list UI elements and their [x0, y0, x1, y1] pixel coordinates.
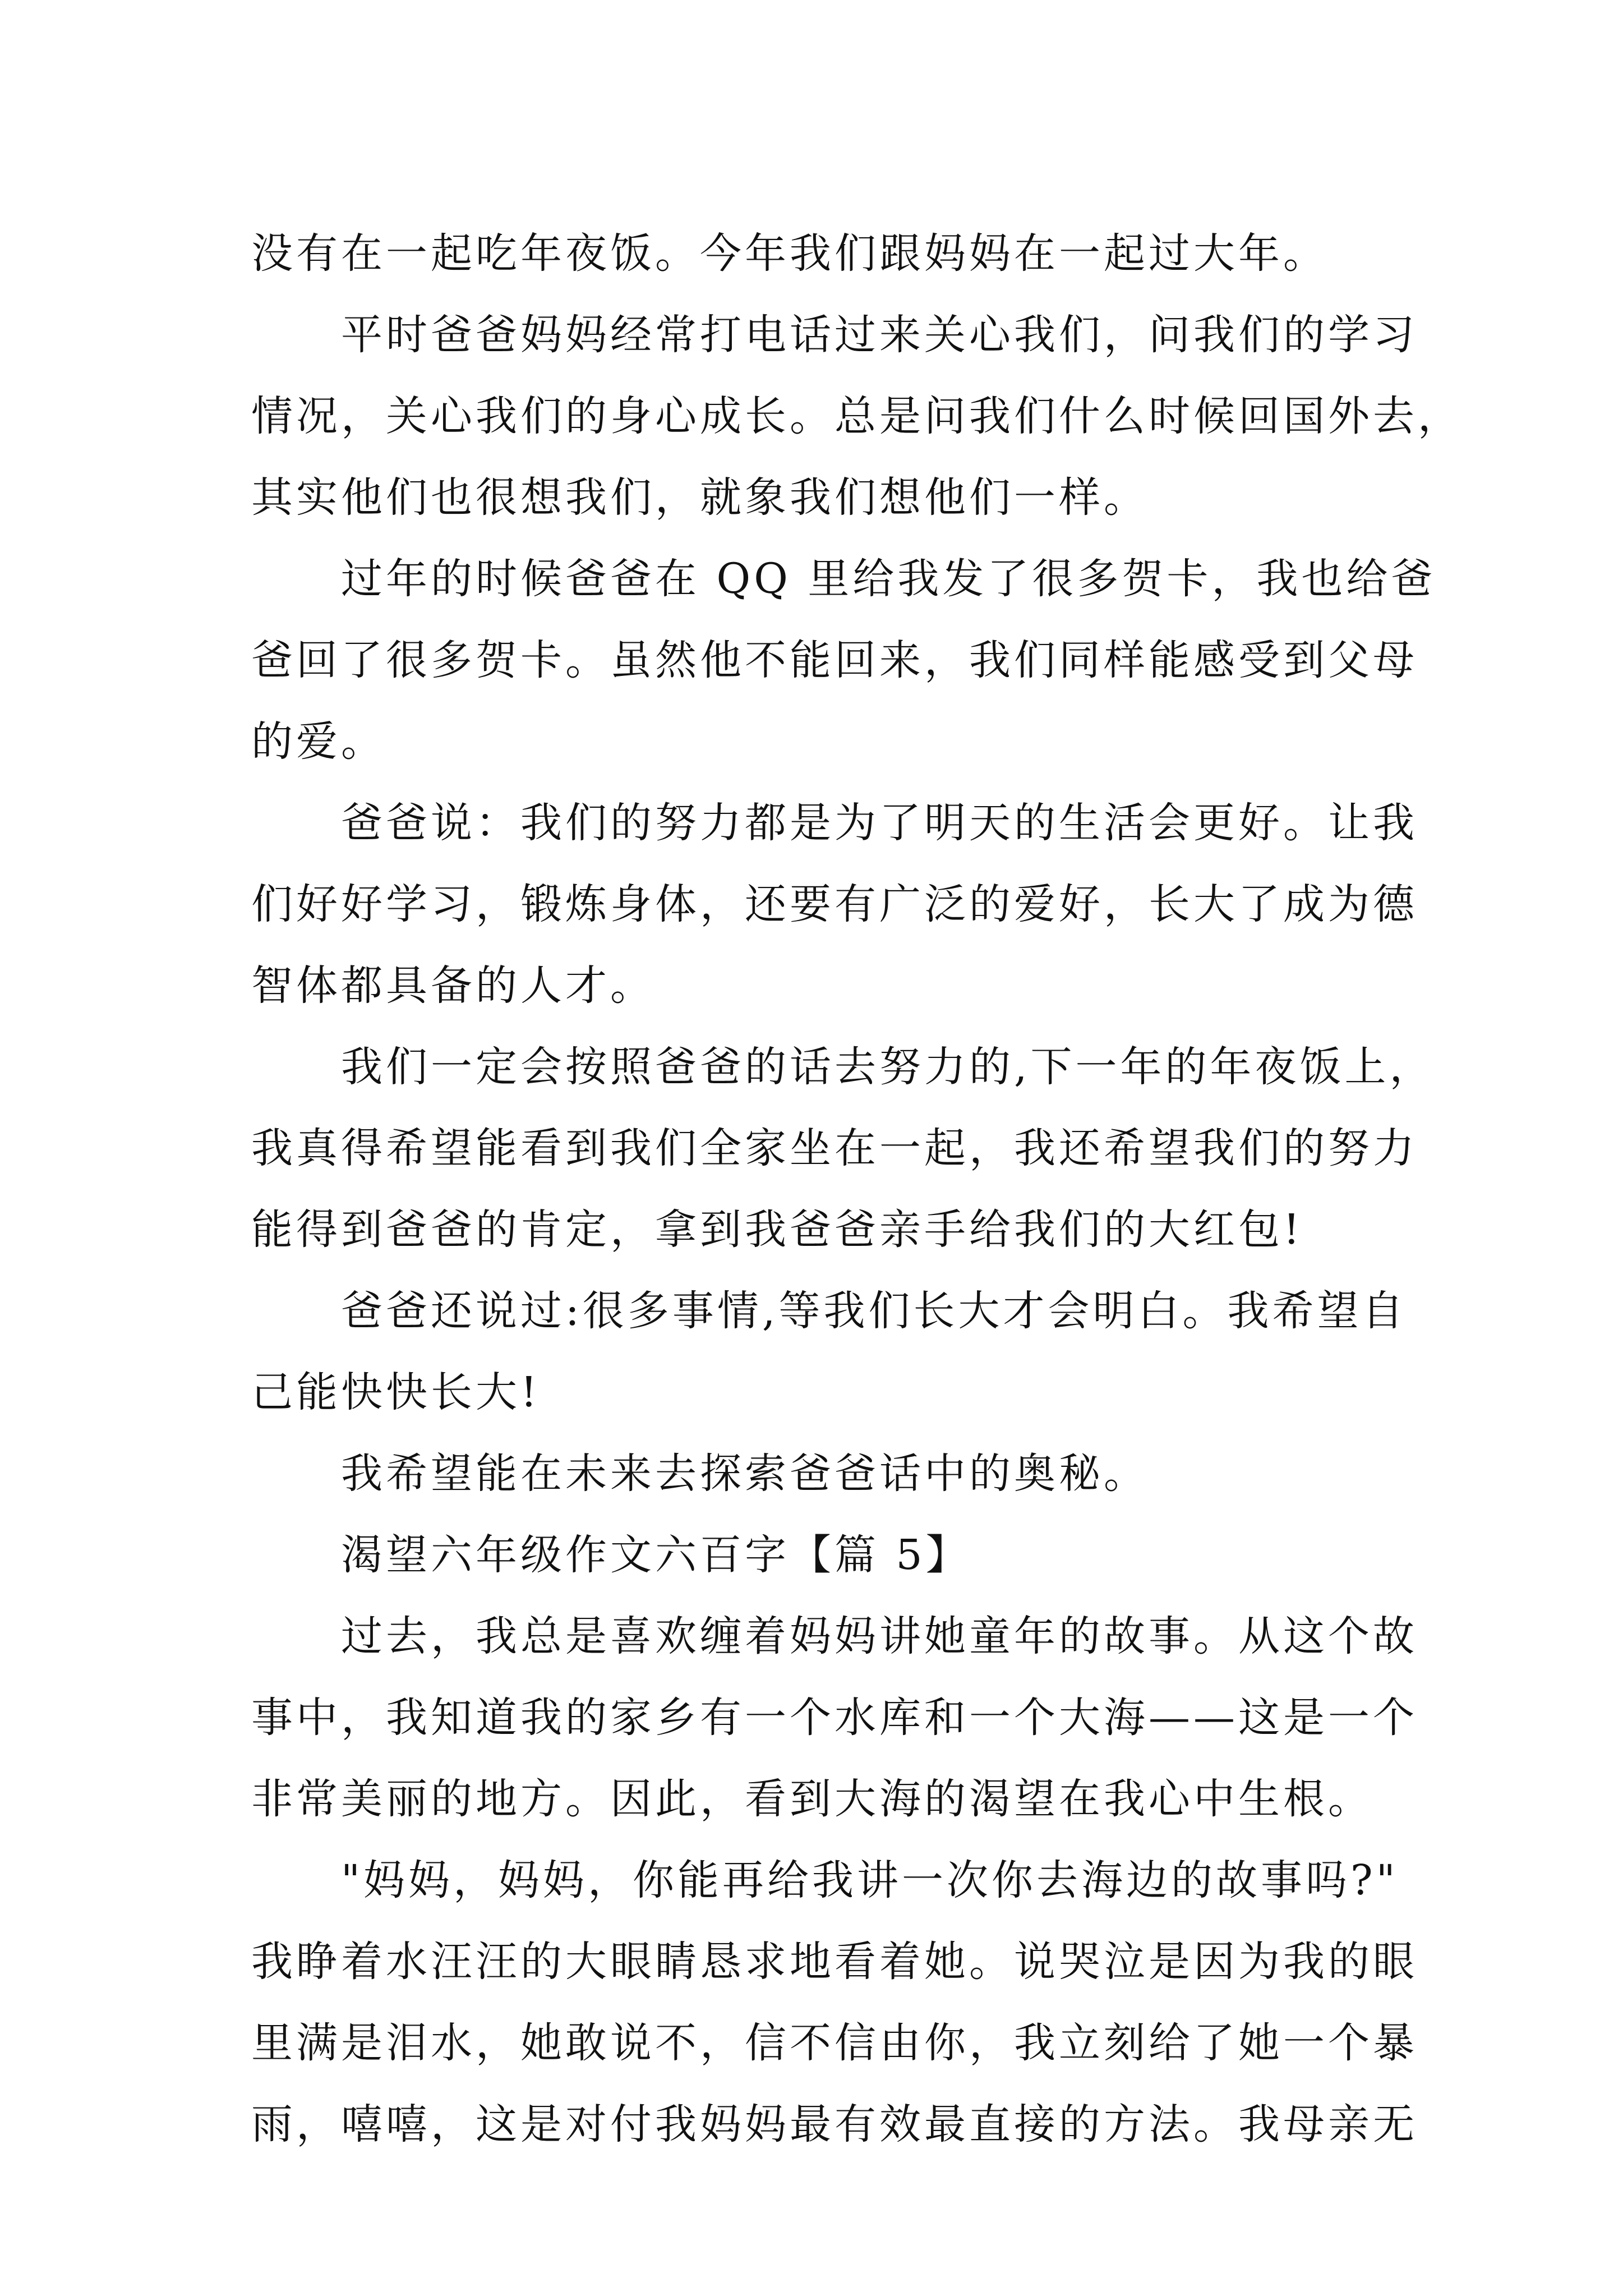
text-line: 己能快快长大! [251, 1368, 541, 1416]
text-line: 平时爸爸妈妈经常打电话过来关心我们，问我们的学习 [341, 311, 1418, 359]
text-line: 爸爸还说过:很多事情,等我们长大才会明白。我希望自 [341, 1287, 1407, 1335]
text-line: 爸回了很多贺卡。虽然他不能回来，我们同样能感受到父母 [251, 636, 1418, 684]
text-line: 的爱。 [251, 717, 386, 766]
section-heading: 渴望六年级作文六百字【篇 5】 [341, 1531, 971, 1579]
text-line: 我睁着水汪汪的大眼睛恳求地看着她。说哭泣是因为我的眼 [251, 1938, 1418, 1986]
text-line: 智体都具备的人才。 [251, 961, 655, 1010]
text-line: 过去，我总是喜欢缠着妈妈讲她童年的故事。从这个故 [341, 1612, 1418, 1660]
text-line: 其实他们也很想我们，就象我们想他们一样。 [251, 473, 1149, 522]
text-line: 雨，嘻嘻，这是对付我妈妈最有效最直接的方法。我母亲无 [251, 2100, 1418, 2148]
text-line: 我真得希望能看到我们全家坐在一起，我还希望我们的努力 [251, 1124, 1418, 1172]
text-line: 情况，关心我们的身心成长。总是问我们什么时候回国外去， [251, 392, 1463, 440]
text-line: "妈妈，妈妈，你能再给我讲一次你去海边的故事吗?" [341, 1856, 1399, 1904]
text-line: 爸爸说：我们的努力都是为了明天的生活会更好。让我 [341, 799, 1418, 847]
text-line: 能得到爸爸的肯定，拿到我爸爸亲手给我们的大红包! [251, 1205, 1303, 1254]
text-line: 我希望能在未来去探索爸爸话中的奥秘。 [341, 1450, 1149, 1498]
text-line: 没有在一起吃年夜饭。今年我们跟妈妈在一起过大年。 [251, 229, 1328, 278]
text-line: 过年的时候爸爸在 QQ 里给我发了很多贺卡，我也给爸 [341, 555, 1436, 603]
text-line: 们好好学习，锻炼身体，还要有广泛的爱好，长大了成为德 [251, 880, 1418, 928]
text-line: 事中，我知道我的家乡有一个水库和一个大海——这是一个 [251, 1694, 1418, 1742]
text-line: 非常美丽的地方。因此，看到大海的渴望在我心中生根。 [251, 1775, 1373, 1823]
document-body [251, 213, 1463, 2165]
text-line: 我们一定会按照爸爸的话去努力的,下一年的年夜饭上， [341, 1043, 1435, 1091]
text-line: 里满是泪水，她敢说不，信不信由你，我立刻给了她一个暴 [251, 2019, 1418, 2067]
